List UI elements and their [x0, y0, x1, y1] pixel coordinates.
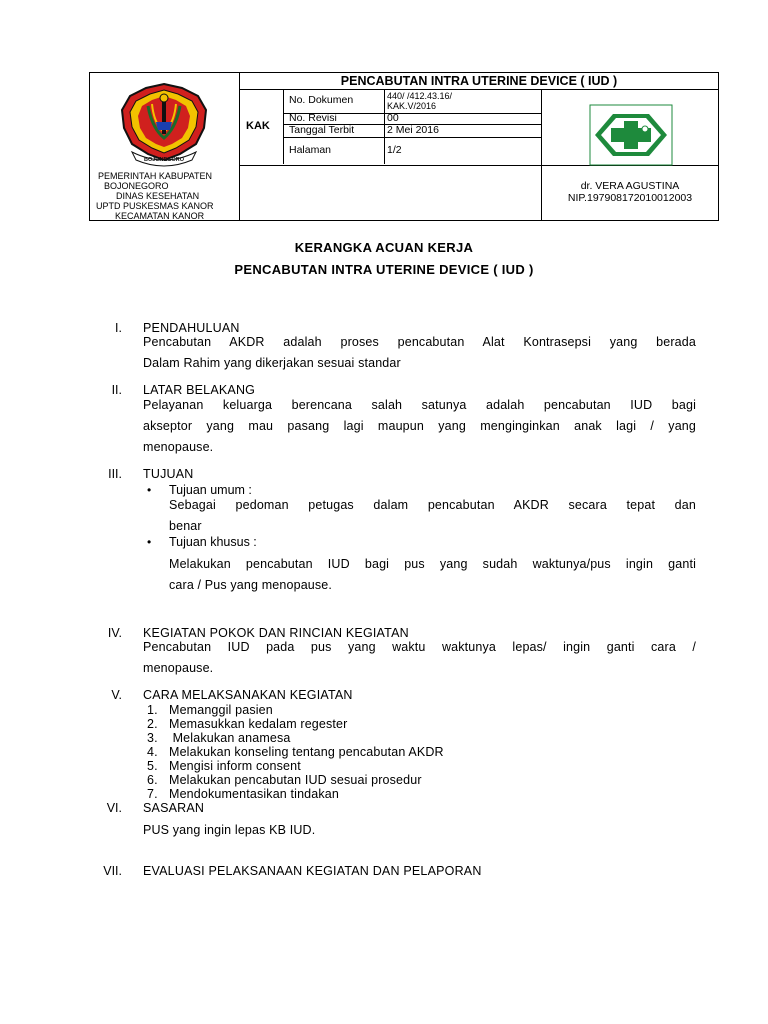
section-heading: PENDAHULUAN	[143, 321, 240, 335]
row-value: 1/2	[387, 144, 402, 156]
list-number: 1.	[147, 703, 158, 717]
list-text: Mengisi inform consent	[169, 759, 301, 773]
bullet-paragraph	[169, 495, 696, 537]
divider	[239, 89, 718, 90]
section-paragraph	[143, 637, 696, 679]
list-number: 7.	[147, 787, 158, 801]
section-number: V.	[111, 688, 122, 702]
list-number: 3.	[147, 731, 158, 745]
list-item	[147, 745, 444, 759]
list-text: Melakukan konseling tentang pencabutan AKDR	[169, 745, 444, 759]
list-item	[147, 731, 291, 745]
regency-crest-logo	[118, 82, 210, 168]
document-header-table	[89, 72, 719, 221]
list-text: Mendokumentasikan tindakan	[169, 787, 339, 801]
org-line: KECAMATAN KANOR	[115, 211, 205, 221]
section-number: VI.	[106, 801, 122, 815]
bullet-label: Tujuan khusus :	[169, 535, 257, 549]
paragraph-line: cara / Pus yang menopause.	[169, 578, 333, 592]
list-item	[147, 773, 422, 787]
org-line: UPTD PUSKESMAS KANOR	[96, 201, 214, 211]
paragraph-line: Dalam Rahim yang dikerjakan sesuai standar	[143, 356, 401, 370]
section-heading: SASARAN	[143, 801, 205, 815]
section-number: IV.	[107, 626, 122, 640]
row-label: Tanggal Terbit	[289, 124, 355, 136]
divider	[384, 89, 385, 164]
organization-block	[94, 171, 234, 221]
bullet-icon: •	[147, 483, 152, 497]
org-line: DINAS KESEHATAN	[116, 191, 200, 201]
signer-name: dr. VERA AGUSTINA	[580, 180, 680, 192]
section-number: VII.	[103, 864, 122, 878]
paragraph-line: menopause.	[143, 440, 214, 454]
list-item	[147, 703, 273, 717]
section-number: II.	[111, 383, 122, 397]
row-value: 440/ /412.43.16/	[387, 91, 453, 101]
section-heading: EVALUASI PELAKSANAAN KEGIATAN DAN PELAPORAN	[143, 864, 482, 878]
section-heading: KEGIATAN POKOK DAN RINCIAN KEGIATAN	[143, 626, 409, 640]
section-heading: CARA MELAKSANAKAN KEGIATAN	[143, 688, 353, 702]
list-text: Memanggil pasien	[169, 703, 273, 717]
paragraph-line: Pencabutan AKDR adalah proses pencabutan Alat Kontrasepsi yang berada	[143, 335, 696, 349]
section-heading: TUJUAN	[143, 467, 194, 481]
divider	[283, 89, 284, 164]
puskesmas-cross-logo	[589, 104, 673, 166]
section-number: I.	[115, 321, 122, 335]
kak-label: KAK	[246, 120, 270, 132]
list-number: 2.	[147, 717, 158, 731]
section-paragraph	[143, 820, 696, 841]
paragraph-line: benar	[169, 519, 202, 533]
paragraph-line: Sebagai pedoman petugas dalam pencabutan AKDR secara tepat dan	[169, 498, 696, 512]
paragraph-line: PUS yang ingin lepas KB IUD.	[143, 823, 316, 837]
row-value: KAK.V/2016	[387, 101, 437, 111]
list-number: 4.	[147, 745, 158, 759]
list-number: 6.	[147, 773, 158, 787]
row-value: 00	[387, 112, 399, 124]
paragraph-line: Melakukan pencabutan IUD bagi pus yang sudah waktunya/pus ingin ganti	[169, 557, 696, 571]
paragraph-line: Pencabutan IUD pada pus yang waktu waktunya lepas/ ingin ganti cara /	[143, 640, 696, 654]
kak-subtitle: PENCABUTAN INTRA UTERINE DEVICE ( IUD )	[234, 262, 534, 277]
section-paragraph	[143, 332, 696, 374]
signer-nip: NIP.197908172010012003	[567, 192, 693, 204]
section-number: III.	[108, 467, 122, 481]
row-label: No. Dokumen	[289, 94, 354, 106]
list-text: Memasukkan kedalam regester	[169, 717, 348, 731]
list-number: 5.	[147, 759, 158, 773]
list-item	[147, 759, 301, 773]
org-line: PEMERINTAH KABUPATEN	[98, 171, 213, 181]
list-text: Melakukan anamesa	[169, 731, 291, 745]
list-text: Melakukan pencabutan IUD sesuai prosedur	[169, 773, 422, 787]
document-title: PENCABUTAN INTRA UTERINE DEVICE ( IUD )	[340, 74, 618, 88]
bullet-paragraph	[169, 554, 696, 596]
org-line: BOJONEGORO	[104, 181, 169, 191]
paragraph-line: menopause.	[143, 661, 214, 675]
divider	[283, 137, 541, 138]
paragraph-line: akseptor yang mau pasang lagi maupun yang menginginkan anak lagi / yang	[143, 419, 696, 433]
row-value: 2 Mei 2016	[387, 124, 439, 136]
section-paragraph	[143, 395, 696, 458]
row-label: No. Revisi	[289, 112, 337, 124]
svg-text:BOJONEGORO: BOJONEGORO	[143, 157, 185, 163]
list-item	[147, 787, 339, 801]
paragraph-line: Pelayanan keluarga berencana salah satunya adalah pencabutan IUD bagi	[143, 398, 696, 412]
list-item	[147, 717, 347, 731]
divider	[239, 73, 240, 220]
section-heading: LATAR BELAKANG	[143, 383, 256, 397]
bullet-label: Tujuan umum :	[169, 483, 252, 497]
bullet-icon: •	[147, 535, 152, 549]
kak-title: KERANGKA ACUAN KERJA	[294, 240, 474, 255]
row-label: Halaman	[289, 144, 332, 156]
